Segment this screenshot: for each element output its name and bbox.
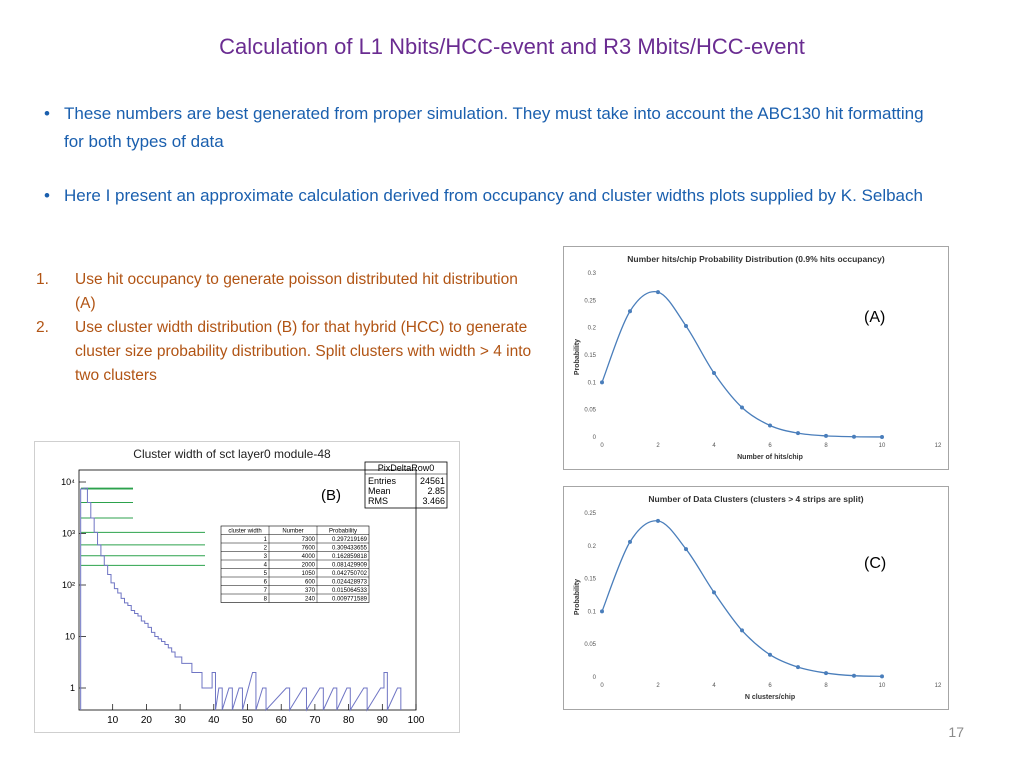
- step-text: Use hit occupancy to generate poisson distributed hit distribution (A): [75, 271, 518, 312]
- data-table-cell: 2000: [301, 562, 315, 569]
- chart-b-bar: [108, 574, 111, 710]
- chart-b-bar: [124, 603, 127, 710]
- chart-a-y-tick-label: 0: [592, 435, 596, 441]
- chart-b-bar: [141, 621, 144, 710]
- chart-b-title: Cluster width of sct layer0 module-48: [133, 447, 331, 461]
- chart-b-bar: [239, 688, 242, 710]
- chart-c-x-tick-label: 6: [768, 683, 772, 689]
- chart-b-panel: [34, 441, 460, 733]
- chart-b-y-tick-label: 10³: [61, 528, 75, 539]
- chart-a-x-tick-label: 12: [934, 443, 942, 449]
- chart-b-bar: [101, 556, 104, 710]
- data-table-cell: 240: [304, 596, 315, 603]
- chart-b-bar: [189, 663, 192, 710]
- chart-b-bar: [364, 688, 367, 710]
- chart-c: [564, 487, 948, 709]
- stats-label: RMS: [368, 496, 388, 506]
- chart-a-x-tick-label: 0: [600, 443, 604, 449]
- chart-b-bar: [162, 641, 165, 710]
- data-table-header: Probability: [328, 528, 358, 535]
- chart-b-bar: [168, 648, 171, 710]
- chart-b-y-tick-label: 10⁴: [61, 477, 75, 487]
- chart-c-data-point: [768, 653, 772, 657]
- chart-b-x-tick-label: 40: [208, 715, 220, 726]
- bullet-text: These numbers are best generated from proper simulation. They must take into account the ABC130 hit formatting for both types of data: [64, 104, 924, 151]
- data-table-cell: 0.042750702: [331, 571, 367, 577]
- chart-c-y-tick-label: 0.15: [584, 576, 596, 583]
- chart-b-bar: [178, 657, 181, 710]
- chart-b-bar: [333, 688, 336, 710]
- chart-b-y-tick-label: 10²: [61, 580, 75, 590]
- chart-b-bar: [202, 688, 205, 710]
- chart-c-ylabel: Probability: [574, 578, 581, 616]
- chart-b-x-tick-label: 50: [241, 715, 254, 726]
- chart-c-xlabel: N clusters/chip: [744, 694, 796, 701]
- chart-a-data-point: [712, 371, 716, 375]
- chart-b-x-tick-label: 30: [174, 715, 186, 726]
- chart-c-data-point: [796, 665, 800, 669]
- chart-b-bar: [303, 688, 306, 710]
- stats-value: 24561: [419, 476, 445, 486]
- step-item: [36, 316, 536, 388]
- chart-a-panel-label: (A): [864, 309, 886, 326]
- chart-b-bar: [175, 657, 178, 710]
- chart-c-data-point: [628, 540, 632, 544]
- chart-a-data-point: [880, 435, 884, 439]
- step-list: [36, 268, 536, 388]
- data-table-cell: 7600: [301, 545, 315, 552]
- chart-c-data-point: [740, 628, 744, 632]
- page-number: 17: [948, 724, 964, 740]
- chart-b-bar: [111, 583, 114, 710]
- data-table-cell: 370: [304, 588, 315, 594]
- chart-c-title: Number of Data Clusters (clusters > 4 strips are split): [648, 494, 864, 504]
- step-item: [36, 268, 536, 316]
- chart-a-y-tick-label: 0.1: [587, 380, 596, 387]
- bullet-item: [44, 100, 924, 156]
- step-number: 1.: [36, 271, 49, 288]
- chart-b: [35, 442, 459, 732]
- chart-b-bar: [381, 688, 384, 710]
- data-table-cell: 7: [263, 588, 267, 594]
- chart-c-series-line: [602, 521, 882, 677]
- step-number: 2.: [36, 319, 49, 336]
- chart-b-x-tick-label: 60: [275, 715, 287, 726]
- chart-b-bar: [320, 688, 323, 710]
- data-table-header: Number: [282, 528, 304, 535]
- chart-b-bar: [138, 616, 141, 710]
- chart-b-x-tick-label: 20: [140, 715, 152, 726]
- chart-c-panel-label: (C): [864, 555, 887, 572]
- chart-b-bar: [148, 627, 151, 710]
- stats-value: 3.466: [422, 496, 445, 506]
- chart-b-bar: [263, 688, 266, 710]
- chart-c-data-point: [824, 671, 828, 675]
- chart-b-panel-label: (B): [321, 487, 341, 504]
- data-table-cell: 4: [263, 562, 267, 569]
- chart-b-bar: [135, 613, 138, 710]
- chart-b-x-tick-label: 100: [407, 715, 425, 726]
- chart-c-panel: [563, 486, 949, 710]
- data-table-cell: 5: [263, 571, 267, 577]
- data-table-cell: 0.162859818: [331, 554, 367, 560]
- chart-b-x-tick-label: 80: [343, 715, 355, 726]
- bullet-list: [44, 100, 924, 236]
- chart-b-bar: [87, 502, 90, 710]
- chart-b-bar: [229, 688, 232, 710]
- chart-b-bar: [118, 593, 121, 710]
- chart-b-bar: [81, 489, 84, 710]
- chart-c-data-point: [712, 590, 716, 594]
- chart-b-y-tick-label: 10: [64, 631, 75, 642]
- chart-b-bar: [347, 688, 350, 710]
- chart-b-x-tick-label: 70: [309, 715, 321, 726]
- chart-b-bar: [199, 672, 202, 710]
- chart-a-y-tick-label: 0.25: [584, 298, 596, 305]
- data-table-cell: 0.024428973: [331, 579, 367, 586]
- chart-b-bar: [94, 532, 97, 710]
- chart-b-y-tick-label: 1: [69, 683, 75, 693]
- chart-b-x-tick-label: 10: [107, 715, 119, 726]
- chart-c-y-tick-label: 0.1: [587, 609, 596, 616]
- stats-label: Mean: [368, 486, 391, 496]
- chart-a-data-point: [628, 309, 632, 313]
- data-table-header: cluster width: [228, 528, 262, 535]
- stats-name: PixDeltaRow0: [377, 463, 435, 473]
- chart-a-panel: [563, 246, 949, 470]
- data-table-cell: 6: [263, 579, 267, 586]
- data-table-cell: 7300: [301, 537, 315, 543]
- chart-c-x-tick-label: 0: [600, 683, 604, 689]
- chart-b-bar: [131, 610, 134, 710]
- chart-a-y-tick-label: 0.05: [584, 407, 596, 414]
- chart-c-data-point: [880, 674, 884, 678]
- chart-b-bar: [121, 598, 124, 710]
- stats-label: Entries: [368, 476, 397, 486]
- chart-b-bar: [155, 637, 158, 711]
- stats-value: 2.85: [427, 486, 445, 496]
- data-table-cell: 4000: [301, 554, 315, 560]
- chart-b-bar: [158, 639, 161, 710]
- chart-c-x-tick-label: 8: [824, 683, 828, 689]
- chart-c-data-point: [656, 519, 660, 523]
- chart-a-x-tick-label: 10: [878, 443, 886, 449]
- data-table-cell: 600: [304, 579, 315, 586]
- chart-a-y-tick-label: 0.15: [584, 353, 596, 359]
- chart-b-bar: [114, 589, 117, 710]
- bullet-text: Here I present an approximate calculation derived from occupancy and cluster widths plots supplied by K. Selbach: [64, 186, 923, 205]
- chart-b-bar: [209, 688, 212, 710]
- chart-b-bar: [98, 545, 101, 710]
- chart-b-bar: [182, 663, 185, 710]
- chart-a-data-point: [684, 324, 688, 328]
- chart-b-bar: [205, 688, 208, 710]
- data-table-cell: 2: [263, 545, 267, 552]
- chart-c-y-tick-label: 0.05: [584, 642, 596, 649]
- chart-a-data-point: [824, 434, 828, 438]
- chart-b-bar: [253, 672, 256, 710]
- data-table-cell: 0.081429909: [331, 562, 367, 569]
- bullet-marker: •: [44, 104, 50, 123]
- bullet-marker: •: [44, 186, 50, 205]
- chart-a-x-tick-label: 8: [824, 443, 828, 449]
- data-table-cell: 0.009771589: [331, 596, 367, 603]
- chart-b-bar: [212, 672, 215, 710]
- chart-b-bar: [104, 565, 107, 710]
- chart-b-bar: [219, 688, 222, 710]
- data-table-cell: 0.309433655: [331, 545, 367, 552]
- chart-c-x-tick-label: 4: [712, 683, 716, 689]
- chart-a-series-line: [602, 292, 882, 437]
- chart-a-ylabel: Probability: [574, 338, 581, 376]
- chart-c-data-point: [600, 609, 604, 613]
- chart-a-title: Number hits/chip Probability Distribution (0.9% hits occupancy): [627, 254, 885, 264]
- chart-a-data-point: [600, 380, 604, 384]
- data-table-cell: 0.015064533: [331, 588, 367, 594]
- chart-c-y-tick-label: 0.2: [587, 543, 596, 550]
- chart-a-data-point: [768, 424, 772, 428]
- chart-c-y-tick-label: 0.25: [584, 511, 596, 517]
- slide-title: Calculation of L1 Nbits/HCC-event and R3 Mbits/HCC-event: [219, 34, 805, 59]
- chart-a-xlabel: Number of hits/chip: [737, 454, 803, 461]
- chart-b-bar: [185, 663, 188, 710]
- chart-b-bar: [165, 644, 168, 710]
- chart-b-bar: [172, 652, 175, 710]
- chart-a-data-point: [656, 290, 660, 294]
- bullet-item: [44, 182, 924, 210]
- step-text: Use cluster width distribution (B) for that hybrid (HCC) to generate cluster size probability distribution. Split clusters with width > 4 into two clusters: [75, 319, 532, 384]
- chart-b-bar: [145, 623, 148, 710]
- chart-b-bar: [397, 688, 400, 710]
- chart-c-x-tick-label: 12: [934, 683, 942, 689]
- chart-a-x-tick-label: 6: [768, 443, 772, 449]
- chart-a-y-tick-label: 0.2: [587, 325, 596, 332]
- chart-c-x-tick-label: 10: [878, 683, 886, 689]
- chart-a: [564, 247, 948, 469]
- chart-a-x-tick-label: 2: [656, 443, 660, 449]
- chart-c-data-point: [684, 547, 688, 551]
- chart-b-bar: [192, 672, 195, 710]
- data-table-cell: 1050: [301, 571, 315, 577]
- chart-b-bar: [128, 605, 131, 710]
- chart-a-x-tick-label: 4: [712, 443, 716, 449]
- chart-b-bar: [195, 672, 198, 710]
- chart-b-bar: [84, 488, 87, 710]
- chart-c-x-tick-label: 2: [656, 683, 660, 689]
- chart-b-x-tick-label: 90: [376, 715, 388, 726]
- data-table-cell: 3: [263, 554, 267, 560]
- chart-a-data-point: [740, 405, 744, 409]
- chart-b-bar: [91, 518, 94, 710]
- data-table-cell: 0.297219169: [331, 537, 367, 543]
- chart-c-y-tick-label: 0: [592, 675, 596, 681]
- chart-b-bar: [286, 688, 289, 710]
- chart-a-data-point: [796, 431, 800, 435]
- chart-b-bar: [384, 672, 387, 710]
- data-table-cell: 1: [263, 537, 267, 543]
- chart-a-data-point: [852, 435, 856, 439]
- chart-c-data-point: [852, 674, 856, 678]
- chart-b-bar: [151, 632, 154, 710]
- chart-a-y-tick-label: 0.3: [587, 271, 596, 277]
- data-table-cell: 8: [263, 596, 267, 603]
